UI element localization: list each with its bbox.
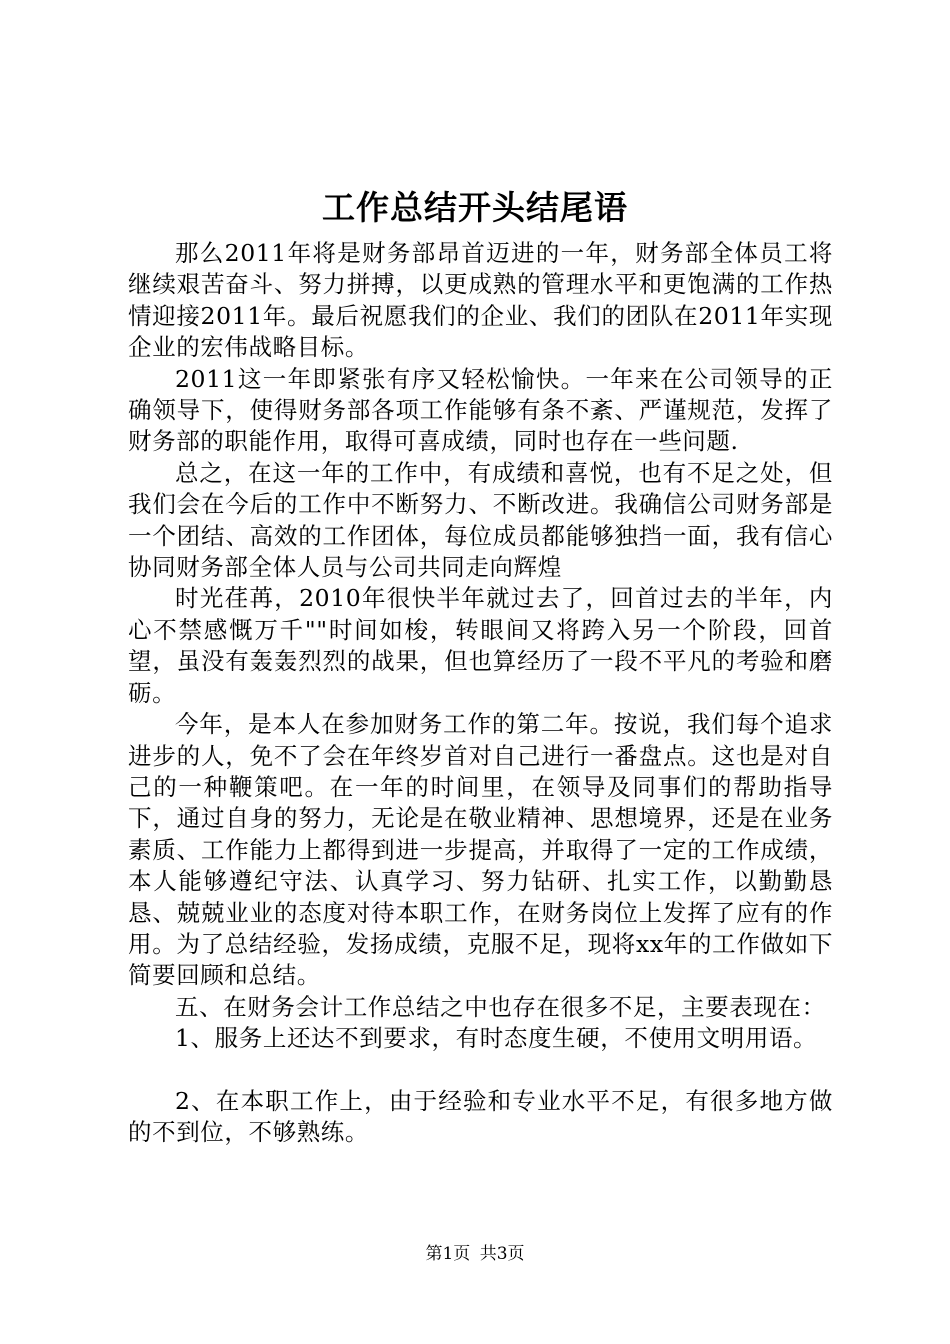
- document-title: 工作总结开头结尾语: [322, 188, 628, 227]
- paragraph-5: 今年，是本人在参加财务工作的第二年。按说，我们每个追求进步的人，免不了会在年终岁首对自己进行一番盘点。这也是对自己的一种鞭策吧。在一年的时间里，在领导及同事们的帮助指导下，通过自身的努力，无论是在敬业精神、思想境界，还是在业务素质、工作能力上都得到进一步提高，并取得了一定的工作成绩，本人能够遵纪守法、认真学习、努力钻研、扎实工作，以勤勤恳恳、兢兢业业的态度对待本职工作，在财务岗位上发挥了应有的作用。为了总结经验，发扬成绩，克服不足，现将xx年的工作做如下简要回顾和总结。: [128, 710, 833, 990]
- paragraph-8: 2、在本职工作上，由于经验和专业水平不足，有很多地方做的不到位，不够熟练。: [128, 1086, 833, 1146]
- paragraph-3: 总之，在这一年的工作中，有成绩和喜悦，也有不足之处，但我们会在今后的工作中不断努力、不断改进。我确信公司财务部是一个团结、高效的工作团体，每位成员都能够独挡一面，我有信心协同财务部全体人员与公司共同走向辉煌: [128, 458, 833, 582]
- document-body: [128, 238, 833, 1148]
- paragraph-7: 1、服务上还达不到要求，有时态度生硬，不使用文明用语。: [175, 1024, 818, 1053]
- paragraph-2: 2011这一年即紧张有序又轻松愉快。一年来在公司领导的正确领导下，使得财务部各项工作能够有条不紊、严谨规范，发挥了财务部的职能作用，取得可喜成绩，同时也存在一些问题.: [128, 364, 833, 456]
- page-footer: 第1页 共3页: [425, 1244, 525, 1264]
- paragraph-6: 五、在财务会计工作总结之中也存在很多不足，主要表现在：: [175, 992, 826, 1021]
- paragraph-4: 时光荏苒，2010年很快半年就过去了，回首过去的半年，内心不禁感慨万千""时间如梭，转眼间又将跨入另一个阶段，回首望，虽没有轰轰烈烈的战果，但也算经历了一段不平凡的考验和磨砺。: [128, 584, 833, 707]
- paragraph-1: 那么2011年将是财务部昂首迈进的一年，财务部全体员工将继续艰苦奋斗、努力拼搏，以更成熟的管理水平和更饱满的工作热情迎接2011年。最后祝愿我们的企业、我们的团队在2011年实现企业的宏伟战略目标。: [128, 239, 833, 362]
